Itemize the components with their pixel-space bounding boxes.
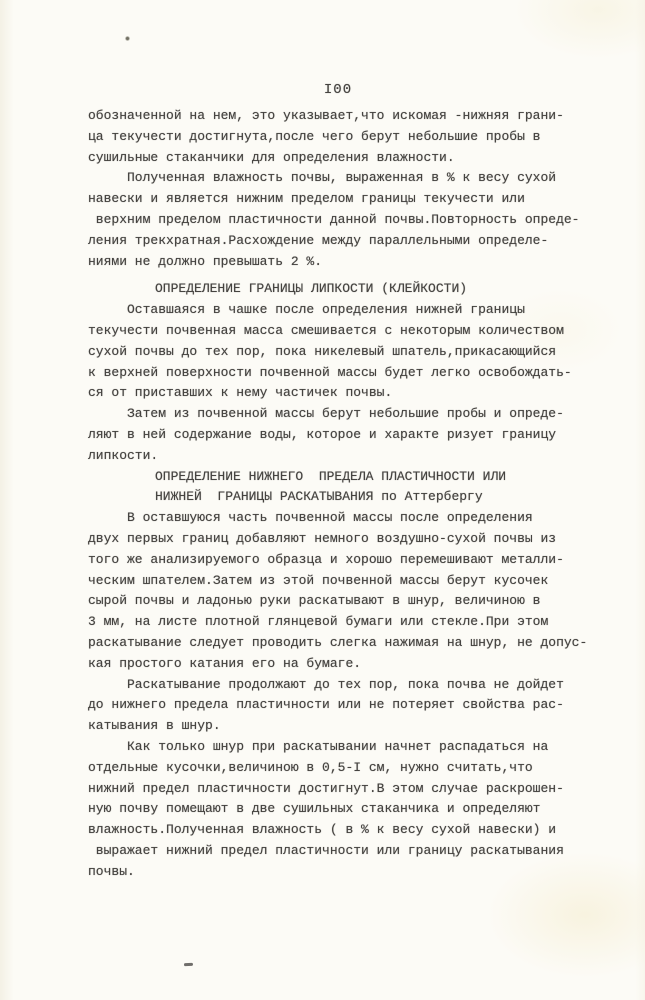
section-heading [155, 467, 600, 509]
text-line: сухой почвы до тех пор, пока никелевый шпатель,прикасающийся [88, 343, 557, 359]
text-line: ниями не должно превышать 2 %. [88, 253, 323, 269]
page-number: I00 [323, 82, 353, 98]
text-line: обозначенной на нем, это указывает,что искомая -нижняя грани- [88, 108, 564, 123]
paragraph [88, 168, 600, 272]
text-line: 3 мм, на листе плотной глянцевой бумаги или стекле.При этом [88, 614, 549, 630]
text-line: кая простого катания его на бумаге. [88, 655, 362, 671]
paragraph [88, 508, 600, 674]
text-line: выражает нижний предел пластичности или границу раскатывания [88, 842, 564, 858]
ink-speck [125, 36, 130, 41]
paragraph [88, 300, 600, 404]
text-line: ления трекхратная.Расхождение между параллельными определе- [88, 232, 549, 248]
paragraph [88, 675, 600, 737]
text-line: навески и является нижним пределом границы текучести или [88, 191, 525, 207]
text-line: Как только шнур при раскатывании начнет распадаться на [88, 738, 549, 754]
text-line: ца текучести достигнута,после чего берут небольшие пробы в [88, 128, 541, 144]
text-line: текучести почвенная масса смешивается с некоторым количеством [88, 322, 564, 338]
paragraph [88, 404, 600, 466]
text-line: двух первых границ добавляют немного воздушно-сухой почвы из [88, 530, 557, 546]
text-line: верхним пределом пластичности данной почвы.Повторность опреде- [88, 211, 580, 227]
heading-line: ОПРЕДЕЛЕНИЕ ГРАНИЦЫ ЛИПКОСТИ (КЛЕЙКОСТИ) [155, 281, 468, 297]
pencil-dash-mark [184, 963, 193, 966]
text-line: Полученная влажность почвы, выраженная в % к весу сухой [88, 170, 557, 186]
text-line: сырой почвы и ладонью руки раскатывают в шнур, величиною в [88, 593, 541, 609]
text-line: ся от приставших к нему частичек почвы. [88, 385, 393, 401]
text-line: к верхней поверхности почвенной массы будет легко освобождать- [88, 364, 572, 380]
text-line: влажность.Полученная влажность ( в % к весу сухой навески) и [88, 822, 557, 838]
heading-line: ОПРЕДЕЛЕНИЕ НИЖНЕГО ПРЕДЕЛА ПЛАСТИЧНОСТИ ИЛИ [155, 468, 507, 484]
text-line: Затем из почвенной массы берут небольшие пробы и опреде- [88, 406, 564, 422]
heading-line: НИЖНЕЙ ГРАНИЦЫ РАСКАТЫВАНИЯ по Аттербергу [155, 489, 483, 505]
text-line: до нижнего предела пластичности или не потеряет свойства рас- [88, 697, 564, 713]
text-line: ляют в ней содержание воды, которое и характе ризует границу [88, 426, 557, 442]
page-text [88, 106, 600, 882]
text-line: Оставшаяся в чашке после определения нижней границы [88, 302, 525, 318]
text-line: В оставшуюся часть почвенной массы после определения [88, 510, 533, 526]
text-line: ческим шпателем.Затем из этой почвенной массы берут кусочек [88, 572, 549, 588]
text-line: отдельные кусочки,величиною в 0,5-I см, нужно считать,что [88, 759, 533, 775]
section-heading [155, 279, 600, 300]
text-line: катывания в шнур. [88, 718, 221, 734]
text-line: липкости. [88, 447, 159, 463]
text-line: нижний предел пластичности достигнут.В этом случае раскрошен- [88, 780, 564, 796]
text-line: почвы. [88, 863, 135, 879]
text-line: раскатывание следует проводить слегка нажимая на шнур, не допус- [88, 634, 588, 650]
text-line: ную почву помещают в две сушильных стаканчика и определяют [88, 801, 541, 817]
text-line: сушильные стаканчики для определения влажности. [88, 149, 455, 165]
text-line: того же анализируемого образца и хорошо перемешивают металли- [88, 551, 564, 567]
paragraph [88, 106, 600, 168]
paragraph [88, 737, 600, 883]
text-line: Раскатывание продолжают до тех пор, пока почва не дойдет [88, 676, 564, 692]
